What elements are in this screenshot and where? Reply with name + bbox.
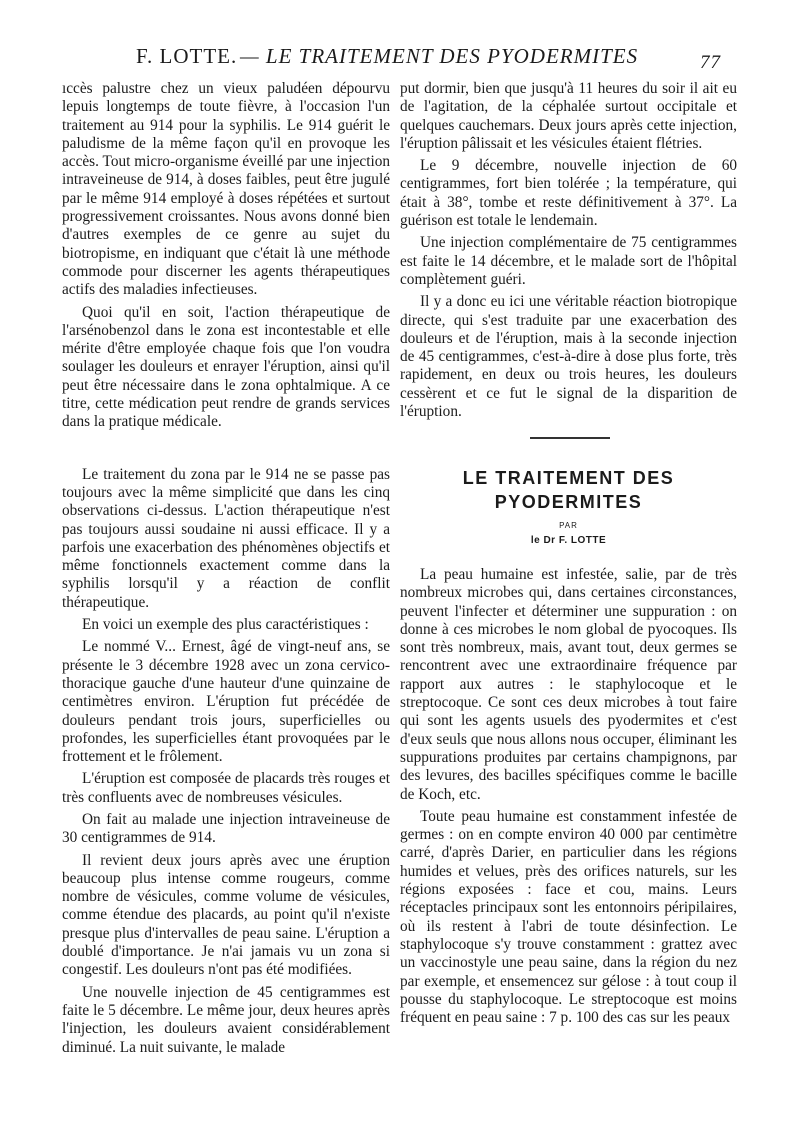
paragraph: Quoi qu'il en soit, l'action thérapeutique de l'arsénobenzol dans le zona est incontestable et elle mérite d'être employée chaque fois que l'on voudra soulager les douleurs et enrayer l'éruption, ainsi qu'il peut être nécessaire dans le zona ophtalmique. A ce titre, cette médication peut rendre de grands services dans la pratique médicale. [62,303,390,431]
header-title: — LE TRAITEMENT DES PYODERMITES [240,44,639,68]
section-divider [530,437,610,439]
right-column-bottom [400,566,737,1031]
article-title-line: PYODERMITES [494,492,643,512]
article-par: PAR [559,521,578,530]
paragraph: L'éruption est composée de placards très rouges et très confluents avec de nombreuses vésicules. [62,770,390,806]
paragraph: ıccès palustre chez un vieux paludéen dépourvu lepuis longtemps de toute fièvre, à l'occasion l'un traitement au 914 pour la syphilis. Le 914 guérit le paludisme de la même façon qu'il en provoque les accès. Tout micro-organisme éveillé par une injection intraveineuse de 914, à doses faibles, peut être jugulé par le même 914 employé à doses répétées et surtout progressivement croissantes. Nous avons donné bien d'autres exemples de ce genre au sujet du biotropisme, en indiquant que c'était là une méthode commode pour discerner les agents thérapeutiques actifs des maladies infectieuses. [62,80,390,299]
paragraph: Toute peau humaine est constamment infestée de germes : on en compte environ 40 000 par centimètre carré, d'après Darier, en particulier dans les régions humides et velues, près des orifices naturels, sur les régions exposées : face et cou, mains. Leurs réceptacles principaux sont les entonnoirs péripilaires, où ils restent à l'abri de toute désinfection. Le staphylocoque s'y trouve constamment : grattez avec un vaccinostyle une peau saine, dans la région du nez par exemple, et ensemencez sur gélose : à tout coup il pousse du staphylocoque. Le streptocoque est moins fréquent en peau saine : 7 p. 100 des cas sur les peaux [400,807,737,1027]
article-byline: le Dr F. LOTTE [530,535,607,546]
right-column-top [400,80,737,425]
paragraph: On fait au malade une injection intraveineuse de 30 centigrammes de 914. [62,810,390,847]
paragraph: Une nouvelle injection de 45 centigrammes est faite le 5 décembre. Le même jour, deux heures après l'injection, les douleurs avaient considérablement diminué. La nuit suivante, le malade [62,983,390,1056]
left-column [62,80,390,1061]
article-title [400,466,737,514]
paragraph: Il revient deux jours après avec une éruption beaucoup plus intense comme rougeurs, comme nombre de vésicules, comme volume de vésicules, comme étendue des placards, au point qu'il n'existe presque plus d'intervalles de peau saine. L'éruption a doublé d'importance. Je n'ai jamais vu un zona si congestif. Les douleurs n'ont pas été modifiées. [62,851,390,979]
paragraph: Le nommé V... Ernest, âgé de vingt-neuf ans, se présente le 3 décembre 1928 avec un zona cervico-thoracique gauche d'une hauteur d'une quinzaine de centimètres environ. L'éruption fut précédée de douleurs pendant trois jours, superficielles ou profondes, les superficielles étant provoquées par le frottement et le frôlement. [62,638,390,766]
paragraph: put dormir, bien que jusqu'à 11 heures du soir il ait eu de l'agitation, de la céphalée surtout occipitale et quelques cauchemars. Deux jours après cette injection, l'éruption pâlissait et les vésicules étaient flétries. [400,80,737,152]
running-header [118,44,738,74]
paragraph: Il y a donc eu ici une véritable réaction biotropique directe, qui s'est traduite par une exacerbation des douleurs et de l'éruption, mais à la seconde injection de 45 centigrammes, c'est-à-dire à dose plus forte, très rapidement, en deux ou trois heures, les douleurs cessèrent et ce fut le signal de la disparition de l'éruption. [400,293,737,421]
paragraph: Une injection complémentaire de 75 centigrammes est faite le 14 décembre, et le malade sort de l'hôpital complètement guéri. [400,234,737,288]
paragraph: Le traitement du zona par le 914 ne se passe pas toujours avec la même simplicité que dans les cinq observations ci-dessus. L'action thérapeutique n'est pas toujours aussi soudaine ni aussi efficace. Il y a parfois une exacerbation des phénomènes objectifs et même fonctionnels exactement comme dans la syphilis lorsqu'il y a réaction de conflit thérapeutique. [62,465,390,611]
paragraph: Le 9 décembre, nouvelle injection de 60 centigrammes, fort bien tolérée ; la température, qui était à 38°, tombe et reste définitivement à 37°. La guérison est totale le lendemain. [400,157,737,230]
header-author: F. LOTTE. [136,44,238,68]
paragraph: En voici un exemple des plus caractéristiques : [82,616,369,634]
page-number: 77 [700,52,721,73]
article-title-line: LE TRAITEMENT DES [462,468,675,488]
paragraph: La peau humaine est infestée, salie, par de très nombreux microbes qui, dans certaines circonstances, peuvent l'infecter et déterminer une suppuration : on donne à ces microbes le nom global de pyocoques. Ils sont très nombreux, mais, avant tout, deux germes se rencontrent avec une extraordinaire fréquence par rapport aux autres : le staphylocoque et le streptocoque. Ce sont ces deux microbes à tout faire qui sont les agents usuels des pyodermites et c'est d'eux seuls que nous allons nous occuper, éliminant les suppurations produites par certains champignons, par des levures, des bacilles spécifiques comme le bacille de Koch, etc. [400,566,737,803]
